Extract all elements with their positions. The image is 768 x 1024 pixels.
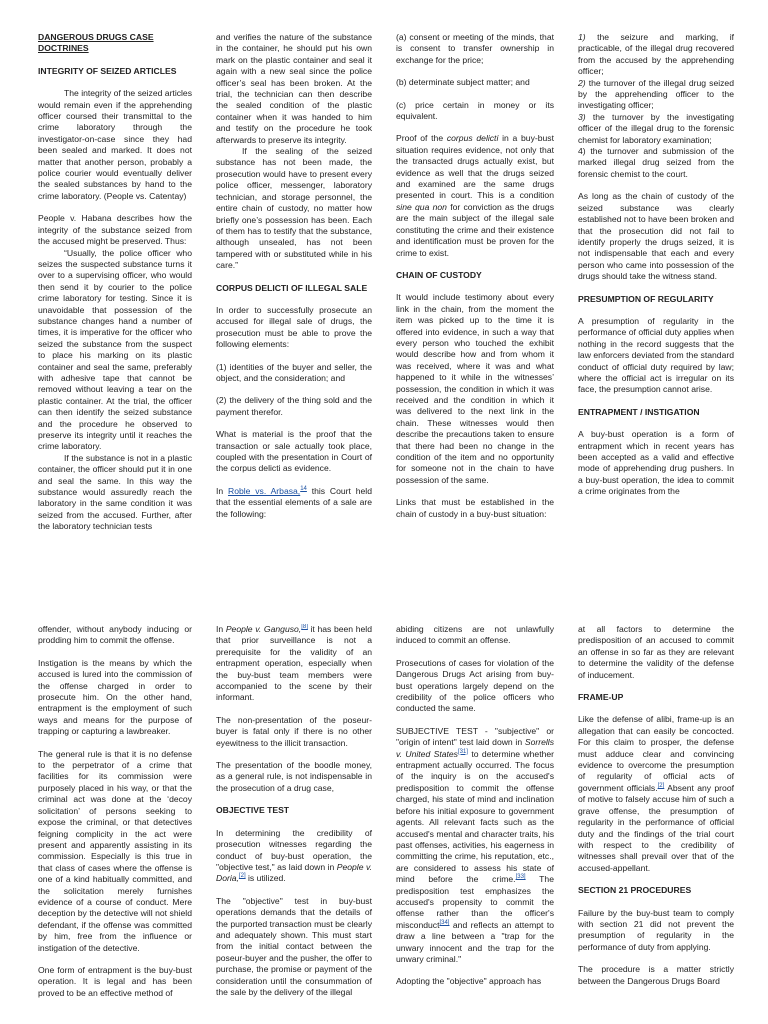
paragraph: abiding citizens are not unlawfully induced to commit an offense. [396,624,554,646]
text-span: it has been held that prior surveillance is not a prerequisite for the validity of an entrapment operation, especially when the buy-bust team members were accompanied to the scene by their informant. [216,624,372,703]
paragraph: One form of entrapment is the buy-bust operation. It is legal and has been proved to be an effective method of [38,964,192,998]
footnote-ref[interactable]: [34] [439,919,450,926]
paragraph: Failure by the buy-bust team to comply with section 21 did not prevent the presumption of regularity in the performance of duty from applying. [578,907,734,952]
paragraph: The "objective" test in buy-bust operations demands that the details of the purported transaction must be clearly and adequately shown. This must start from the initial contact between the poseur-buyer and the pusher, the offer to purchase, the promise or payment of the consideration until the consummation of the sale by the delivery of the illegal [216,895,372,997]
footnote-ref[interactable]: [33] [515,874,526,881]
text-span: The predisposition test emphasizes the accused's propensity to commit the offense rather than the officer's misconduct [396,874,554,930]
text-span: In determining the credibility of prosecution witnesses regarding the conduct of buy-bust operation, the "objective test," as laid down in [216,827,372,872]
paragraph: People v. Habana describes how the integrity of the substance seized from the accused might be preserved. Thus: [38,213,192,247]
paragraph: As long as the chain of custody of the seized substance was clearly established not to have been broken and that the prosecution did not fail to identify properly the drugs seized, it is not indispensable that each and every person who came into possession of the drugs should take the witness stand. [578,191,734,282]
paragraph: and verifies the nature of the substance in the container, he should put his own mark on the plastic container and seal it again with a new seal since the police officer’s seal has been broken. At the trial, the technician can then describe the sealed condition of the plastic container when it was handed to him and testify on the procedure he took afterwards to preserve its integrity. [216,32,372,145]
text-span: In [216,624,226,634]
section-heading-corpus-delicti: CORPUS DELICTI OF ILLEGAL SALE [216,282,368,293]
column-1 [36,32,194,592]
text-span: for conviction as the drugs are the main subject of the illegal sale constituting the crime and their existence and identification must be proven for the crime to exist. [396,201,555,258]
text-span: and reflects an attempt to draw a line between a "trap for the unwary innocent and the trap for the unwary criminal." [396,919,554,964]
bottom-page-section [0,624,768,1024]
text-span: Like the defense of alibi, frame-up is an allegation that can easily be concocted. For this claim to prosper, the defense must adduce clear and convincing evidence to overcome the presumption of regularity of official acts of government officials. [578,714,734,793]
paragraph: It would include testimony about every link in the chain, from the moment the item was picked up to the time it is offered into evidence, in such a way that every person who touched the exhibit would describe how and from whom it was received, where it was and what happened to it while in the witnesses’ possession, the condition in which it was received and the condition in which it was delivered to the next link in the chain. These witnesses would then describe the precautions taken to ensure that there had been no change in the condition of the item and no opportunity for someone not in the chain to have possession of the same. [396,292,554,485]
column-5 [36,624,194,1024]
text-span: sine qua non [396,201,447,212]
section-heading-objective-test: OBJECTIVE TEST [216,805,290,816]
column-7 [394,624,556,1024]
text-span: In [216,485,228,496]
column-3 [394,32,556,592]
footnote-ref[interactable]: [8] [301,624,308,631]
paragraph: In order to successfully prosecute an accused for illegal sale of drugs, the prosecution must be able to prove the following elements: [216,304,372,350]
document-title: DANGEROUS DRUGS CASE DOCTRINES [38,32,154,54]
paragraph: Instigation is the means by which the accused is lured into the commission of the offense charged in order to prosecute him. On the other hand, entrapment is the employment of such ways and means for the purpose of trapping or capturing a lawbreaker. [38,657,192,737]
footnote-ref[interactable]: [2] [657,783,665,790]
list-item [578,32,734,78]
paragraph: Prosecutions of cases for violation of the Dangerous Drugs Act arising from buy-bust operations largely depend on the credibility of the police officers who conducted the same. [396,657,554,714]
quote-paragraph: If the substance is not in a plastic container, the officer should put it in one and seal the same. In this way the substance would assuredly reach the laboratory in the same condition it was seized from the accused. Further, after the laboratory technician tests [38,452,192,532]
list-item [578,78,734,112]
text-span: in a buy-bust situation requires evidence, not only that the transacted drugs actually exist, but evidence as well that the drugs seized and examined are the same drugs presented in court. This is a condition [396,133,554,201]
text-span: Proof of the [396,133,447,144]
section-heading-frame-up: FRAME-UP [578,692,624,703]
footnote-ref[interactable]: [31] [457,748,468,755]
list-item: (b) determinate subject matter; and [396,77,530,88]
text-span: the seizure and marking, if practicable, of the illegal drug recovered from the accused by the apprehending officer; [578,32,734,77]
paragraph: The procedure is a matter strictly between the Dangerous Drugs Board [578,964,734,986]
paragraph [216,624,372,704]
list-item: (c) price certain in money or its equivalent. [396,99,554,122]
paragraph [216,828,372,885]
top-page-section [0,32,768,592]
paragraph: A buy-bust operation is a form of entrapment which in recent years has been accepted as a valid and effective mode of apprehending drug pushers. In a buy-bust operation, the idea to commit a crime originates from the [578,429,734,497]
text-span: the turnover of the illegal drug seized by the apprehending officer to the investigating officer; [578,77,734,111]
text-span: this Court held that the essential elements of a sale are the following: [216,485,372,519]
text-span: People v. Ganguso, [225,624,302,634]
column-8 [576,624,736,1024]
column-2 [214,32,374,592]
section-heading-section-21: SECTION 21 PROCEDURES [578,885,692,896]
case-citation-link[interactable]: Roble vs. Arbasa, [227,485,301,496]
text-span: People v. Doria, [216,861,372,884]
section-heading-integrity: INTEGRITY OF SEIZED ARTICLES [38,65,177,76]
list-item: 4) the turnover and submission of the marked illegal drug seized from the forensic chemist to the court. [578,146,734,179]
list-item: (1) identities of the buyer and seller, the object, and the consideration; and [216,361,372,383]
section-heading-presumption: PRESUMPTION OF REGULARITY [578,293,714,304]
paragraph: Adopting the "objective" approach has [396,976,542,987]
text-span: SUBJECTIVE TEST - "subjective" or "origin of intent" test laid down in [396,725,554,748]
text-span: is utilized. [245,873,286,884]
paragraph [216,486,372,520]
paragraph [396,726,554,966]
list-item [578,112,734,146]
footnote-ref[interactable]: 14 [300,485,307,492]
list-item: (a) consent or meeting of the minds, that is consent to transfer ownership in exchange for the price; [396,32,554,65]
paragraph [396,133,554,258]
text-span: 2) [578,77,586,88]
paragraph: The presentation of the boodle money, as a general rule, is not indispensable in the prosecution of a drug case, [216,760,372,793]
paragraph [578,714,734,874]
text-span: to determine whether entrapment actually occurred. The focus of the inquiry is on the accused's predisposition to commit the offense charged, his state of mind and inclination before his initial exposure to government agents. All relevant facts such as the accused's mental and character traits, his past offenses, activities, his eagerness in committing the crime, his reputation, etc., are considered to assess his state of mind before the crime. [396,748,554,885]
column-4 [576,32,736,592]
text-span: corpus delicti [446,133,499,144]
text-span: the turnover by the investigating officer of the illegal drug to the forensic chemist for laboratory examination; [578,111,734,145]
paragraph: The non-presentation of the poseur-buyer is fatal only if there is no other eyewitness to the illicit transaction. [216,714,372,748]
text-span: 3) [578,111,586,122]
paragraph: The general rule is that it is no defense to the perpetrator of a crime that facilities for its commission were purposely placed in his way, or that the criminal act was done at the ‘decoy solicitation’ of persons seeking to expose the criminal, or that detectives feigning complicity in the act were present and apparently assisting in its commission. Especially is this true in that class of cases where the offense is one of a kind habitually committed, and the solicitation merely furnishes evidence of a course of conduct. Mere deception by the detective will not shield defendant, if the offense was committed by him, free from the influence or instigation of the detective. [38,748,192,953]
section-heading-chain-of-custody: CHAIN OF CUSTODY [396,269,482,280]
paragraph: Links that must be established in the chain of custody in a buy-bust situation: [396,497,554,519]
text-span: Sorrells v. United States [396,737,554,759]
paragraph: If the sealing of the seized substance has not been made, the prosecution would have to present every police officer, messenger, laboratory technician, and storage personnel, the entire chain of custody, no matter how briefly one’s possession has been. Each of them has to testify that the substance, although unsealed, has not been tampered with or substituted while in his care.” [216,146,372,271]
paragraph: offender, without anybody inducing or prodding him to commit the offense. [38,624,192,646]
paragraph: What is material is the proof that the transaction or sale actually took place, coupled with the presentation in Court of the corpus delicti as evidence. [216,429,372,474]
paragraph: The integrity of the seized articles would remain even if the apprehending officer coursed their transmittal to the crime laboratory through the investigator-on-case since they had been sealed and marked. It does not matter that another person, probably a police courier would eventually deliver the sealed substances by hand to the crime laboratory. (People vs. Catentay) [38,88,193,201]
quote-paragraph: “Usually, the police officer who seizes the suspected substance turns it over to a supervising officer, who would then send it by courier to the police crime laboratory for testing. Since it is unavoidable that possession of the substance changes hand a number of times, it is imperative for the officer who seized the substance from the suspect to place his marking on its plastic container and seal the same, preferably with adhesive tape that cannot be removed without leaving a tear on the plastic container. At the trial, the officer can then identify the seized substance and the procedure he observed to preserve its integrity until it reaches the crime laboratory. [38,247,192,452]
column-6 [214,624,374,1024]
paragraph: at all factors to determine the predisposition of an accused to commit an offense in so far as they are relevant to determine the validity of the defense of inducement. [578,624,734,680]
footnote-ref[interactable]: [2] [238,873,246,880]
paragraph: A presumption of regularity in the performance of official duty applies when nothing in the record suggests that the law enforcers deviated from the standard conduct of official duty required by law; where the official act is irregular on its face, the presumption cannot arise. [578,315,734,395]
list-item: (2) the delivery of the thing sold and the payment therefor. [216,395,372,417]
section-heading-entrapment: ENTRAPMENT / INSTIGATION [578,406,700,417]
text-span: Absent any proof of motive to falsely accuse him of such a grave offense, the presumption of regularity in the performance of official duty and the findings of the trial court with respect to the credibility of witnesses shall prevail over that of the accused-appellant. [578,782,734,873]
text-span: 1) [578,32,586,42]
